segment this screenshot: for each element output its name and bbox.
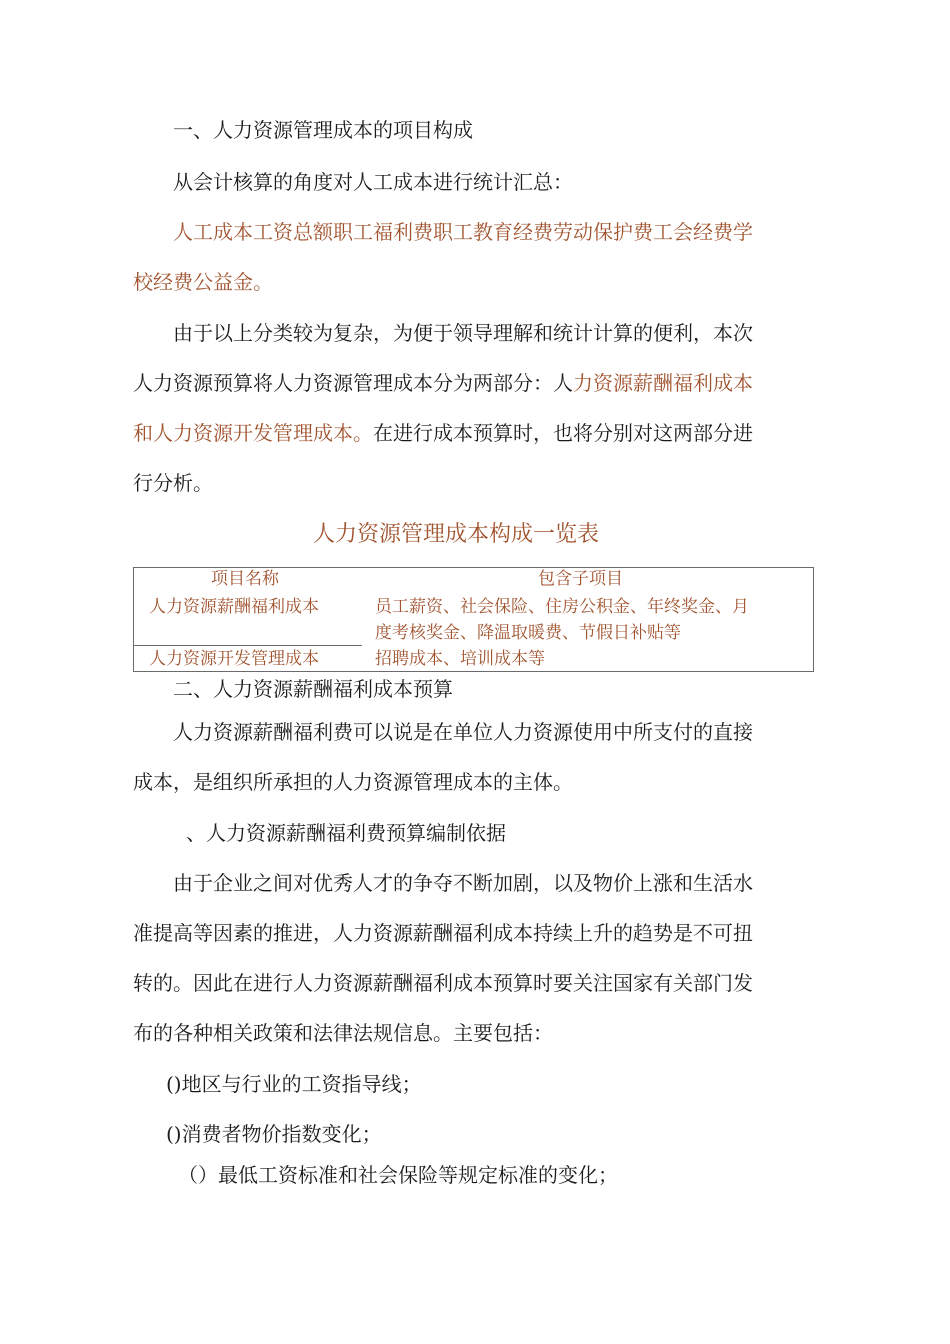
- section1-intro: 从会计核算的角度对人工成本进行统计汇总：: [173, 170, 573, 194]
- section1-heading: 一、人力资源管理成本的项目构成: [173, 118, 473, 142]
- para-line2: [133, 373, 753, 393]
- para-line3: [133, 423, 753, 443]
- list-item: ()消费者物价指数变化；: [166, 1122, 382, 1146]
- table-header-items: 包含子项目: [538, 569, 623, 589]
- para-line4: 行分析。: [133, 471, 213, 495]
- table-row-1-name: 人力资源薪酬福利成本: [149, 597, 319, 617]
- list-item: ()地区与行业的工资指导线；: [166, 1072, 422, 1096]
- list-item: （）最低工资标准和社会保险等规定标准的变化；: [178, 1163, 618, 1187]
- para-line2-text: 人力资源预算将人力资源管理成本分为两部分：人: [133, 371, 573, 395]
- table-row-2-name: 人力资源开发管理成本: [149, 649, 319, 669]
- table-row-2-items: 招聘成本、培训成本等: [375, 649, 545, 669]
- cost-items-line1: 人工成本工资总额职工福利费职工教育经费劳动保护费工会经费学: [173, 220, 753, 244]
- section2-p2-line4: 布的各种相关政策和法律法规信息。主要包括：: [133, 1021, 553, 1045]
- section2-subheading: 、人力资源薪酬福利费预算编制依据: [186, 821, 506, 845]
- cost-table: [133, 567, 814, 672]
- table-header-name: 项目名称: [211, 569, 279, 589]
- section2-p1-line1: 人力资源薪酬福利费可以说是在单位人力资源使用中所支付的直接: [173, 720, 753, 744]
- para-line3-text: 在进行成本预算时，也将分别对这两部分进: [373, 421, 753, 445]
- cost-items-line2: 校经费公益金。: [133, 270, 273, 294]
- section2-p2-line1: 由于企业之间对优秀人才的争夺不断加剧，以及物价上涨和生活水: [173, 871, 753, 895]
- table-row-divider: [134, 645, 362, 646]
- section2-heading: 二、人力资源薪酬福利成本预算: [173, 677, 453, 701]
- table-title: 人力资源管理成本构成一览表: [313, 522, 600, 547]
- para-line3-highlight: 和人力资源开发管理成本。: [133, 421, 373, 445]
- section2-p2-line2: 准提高等因素的推进，人力资源薪酬福利成本持续上升的趋势是不可扭: [133, 921, 753, 945]
- section2-p2-line3: 转的。因此在进行人力资源薪酬福利成本预算时要关注国家有关部门发: [133, 971, 753, 995]
- section2-p1-line2: 成本，是组织所承担的人力资源管理成本的主体。: [133, 770, 573, 794]
- table-row-1-items-line1: 员工薪资、社会保险、住房公积金、年终奖金、月: [375, 597, 749, 617]
- para-line2-highlight: 力资源薪酬福利成本: [573, 371, 753, 395]
- table-row-1-items-line2: 度考核奖金、降温取暖费、节假日补贴等: [375, 623, 681, 643]
- para-line1: 由于以上分类较为复杂，为便于领导理解和统计计算的便利，本次: [173, 321, 753, 345]
